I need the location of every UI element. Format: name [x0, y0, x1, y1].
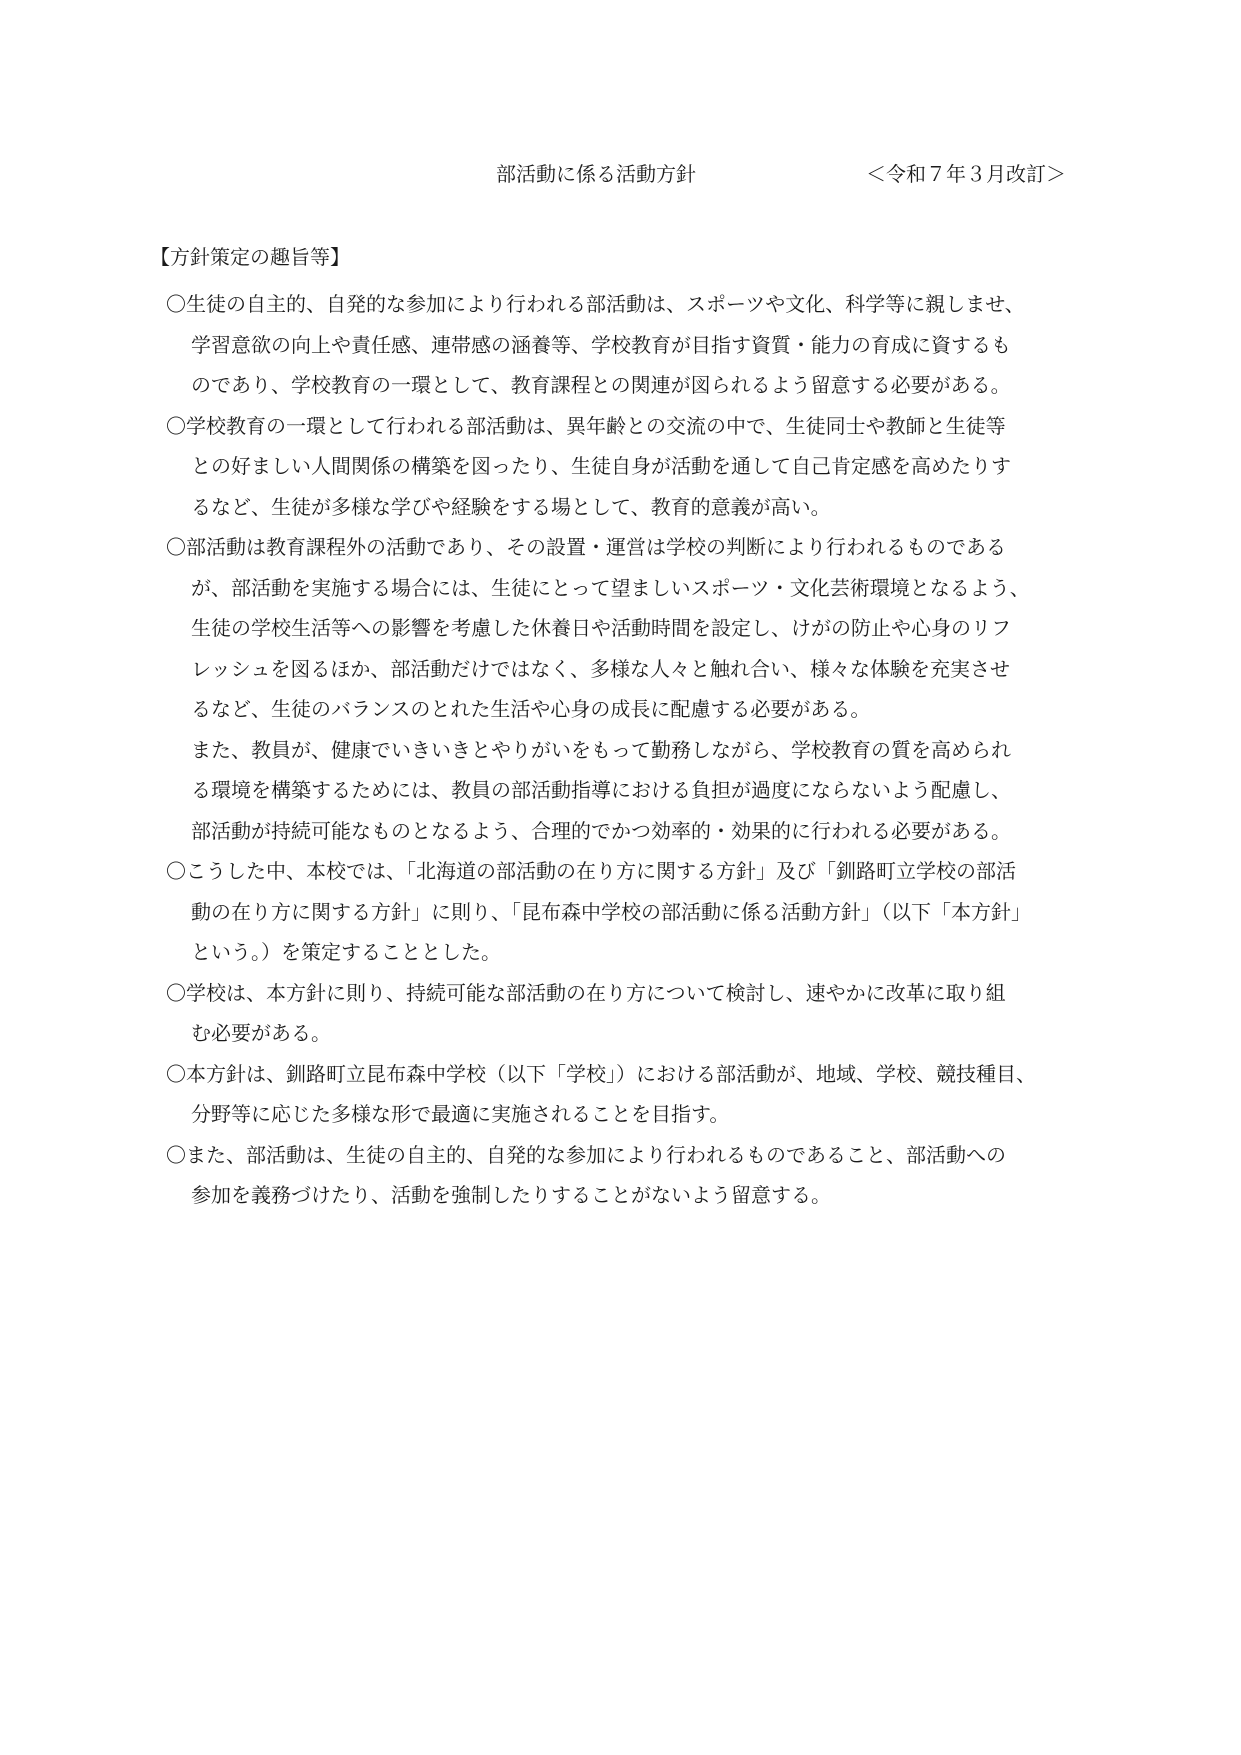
- text-line: 動の在り方に関する方針」に則り、「昆布森中学校の部活動に係る活動方針」（以下「本方針」: [191, 899, 1031, 924]
- text-line: 〇部活動は教育課程外の活動であり、その設置・運営は学校の判断により行われるものである: [166, 535, 1006, 559]
- revision-note: ＜令和７年３月改訂＞: [866, 162, 1066, 186]
- text-line: 〇生徒の自主的、自発的な参加により行われる部活動は、スポーツや文化、科学等に親しませ、: [166, 292, 1025, 316]
- paragraph-voluntary-participation: [150, 1135, 1090, 1216]
- paragraph-purpose: [150, 284, 1090, 406]
- text-line: るなど、生徒が多様な学びや経験をする場として、教育的意義が高い。: [191, 494, 831, 519]
- page-title: 部活動に係る活動方針: [496, 162, 696, 186]
- text-line: との好ましい人間関係の構築を図ったり、生徒自身が活動を通して自己肯定感を高めたりす: [191, 454, 1011, 478]
- text-line: 〇こうした中、本校では、「北海道の部活動の在り方に関する方針」及び「釧路町立学校の部活: [166, 859, 1016, 883]
- text-line: 分野等に応じた多様な形で最適に実施されることを目指す。: [191, 1102, 730, 1126]
- text-line: る環境を構築するためには、教員の部活動指導における負担が過度にならないよう配慮し、: [191, 778, 1011, 802]
- text-line: 生徒の学校生活等への影響を考慮した休養日や活動時間を設定し、けがの防止や心身のリフ: [191, 616, 1011, 640]
- text-line: また、教員が、健康でいきいきとやりがいをもって勤務しながら、学校教育の質を高められ: [191, 737, 1011, 762]
- document-body: [150, 284, 1090, 1216]
- text-line: という。）を策定することとした。: [191, 940, 501, 964]
- text-line: レッシュを図るほか、部活動だけではなく、多様な人々と触れ合い、様々な体験を充実させ: [191, 656, 1010, 681]
- paragraph-educational-value: [150, 406, 1090, 528]
- paragraph-goal: [150, 1054, 1090, 1135]
- paragraph-policy-establishment: [150, 851, 1090, 973]
- text-line: が、部活動を実施する場合には、生徒にとって望ましいスポーツ・文化芸術環境となるよう、: [191, 575, 1030, 600]
- text-line: 〇また、部活動は、生徒の自主的、自発的な参加により行われるものであること、部活動への: [166, 1142, 1006, 1167]
- text-line: 〇学校は、本方針に則り、持続可能な部活動の在り方について検討し、速やかに改革に取り組: [166, 980, 1006, 1005]
- text-line: 部活動が持続可能なものとなるよう、合理的でかつ効率的・効果的に行われる必要がある。: [191, 818, 1011, 843]
- text-line: 学習意欲の向上や責任感、連帯感の涵養等、学校教育が目指す資質・能力の育成に資するも: [191, 332, 1011, 357]
- paragraph-reform: [150, 973, 1090, 1054]
- text-line: のであり、学校教育の一環として、教育課程との関連が図られるよう留意する必要がある。: [191, 373, 1011, 397]
- text-line: 〇学校教育の一環として行われる部活動は、異年齢との交流の中で、生徒同士や教師と生徒等: [166, 413, 1006, 438]
- text-line: 〇本方針は、釧路町立昆布森中学校（以下「学校」）における部活動が、地域、学校、競技種目、: [166, 1061, 1036, 1086]
- text-line: む必要がある。: [191, 1021, 331, 1045]
- section-heading: 【方針策定の趣旨等】: [150, 245, 350, 269]
- text-line: るなど、生徒のバランスのとれた生活や心身の成長に配慮する必要がある。: [191, 697, 871, 721]
- paragraph-extracurricular: [150, 527, 1090, 851]
- text-line: 参加を義務づけたり、活動を強制したりすることがないよう留意する。: [191, 1183, 831, 1207]
